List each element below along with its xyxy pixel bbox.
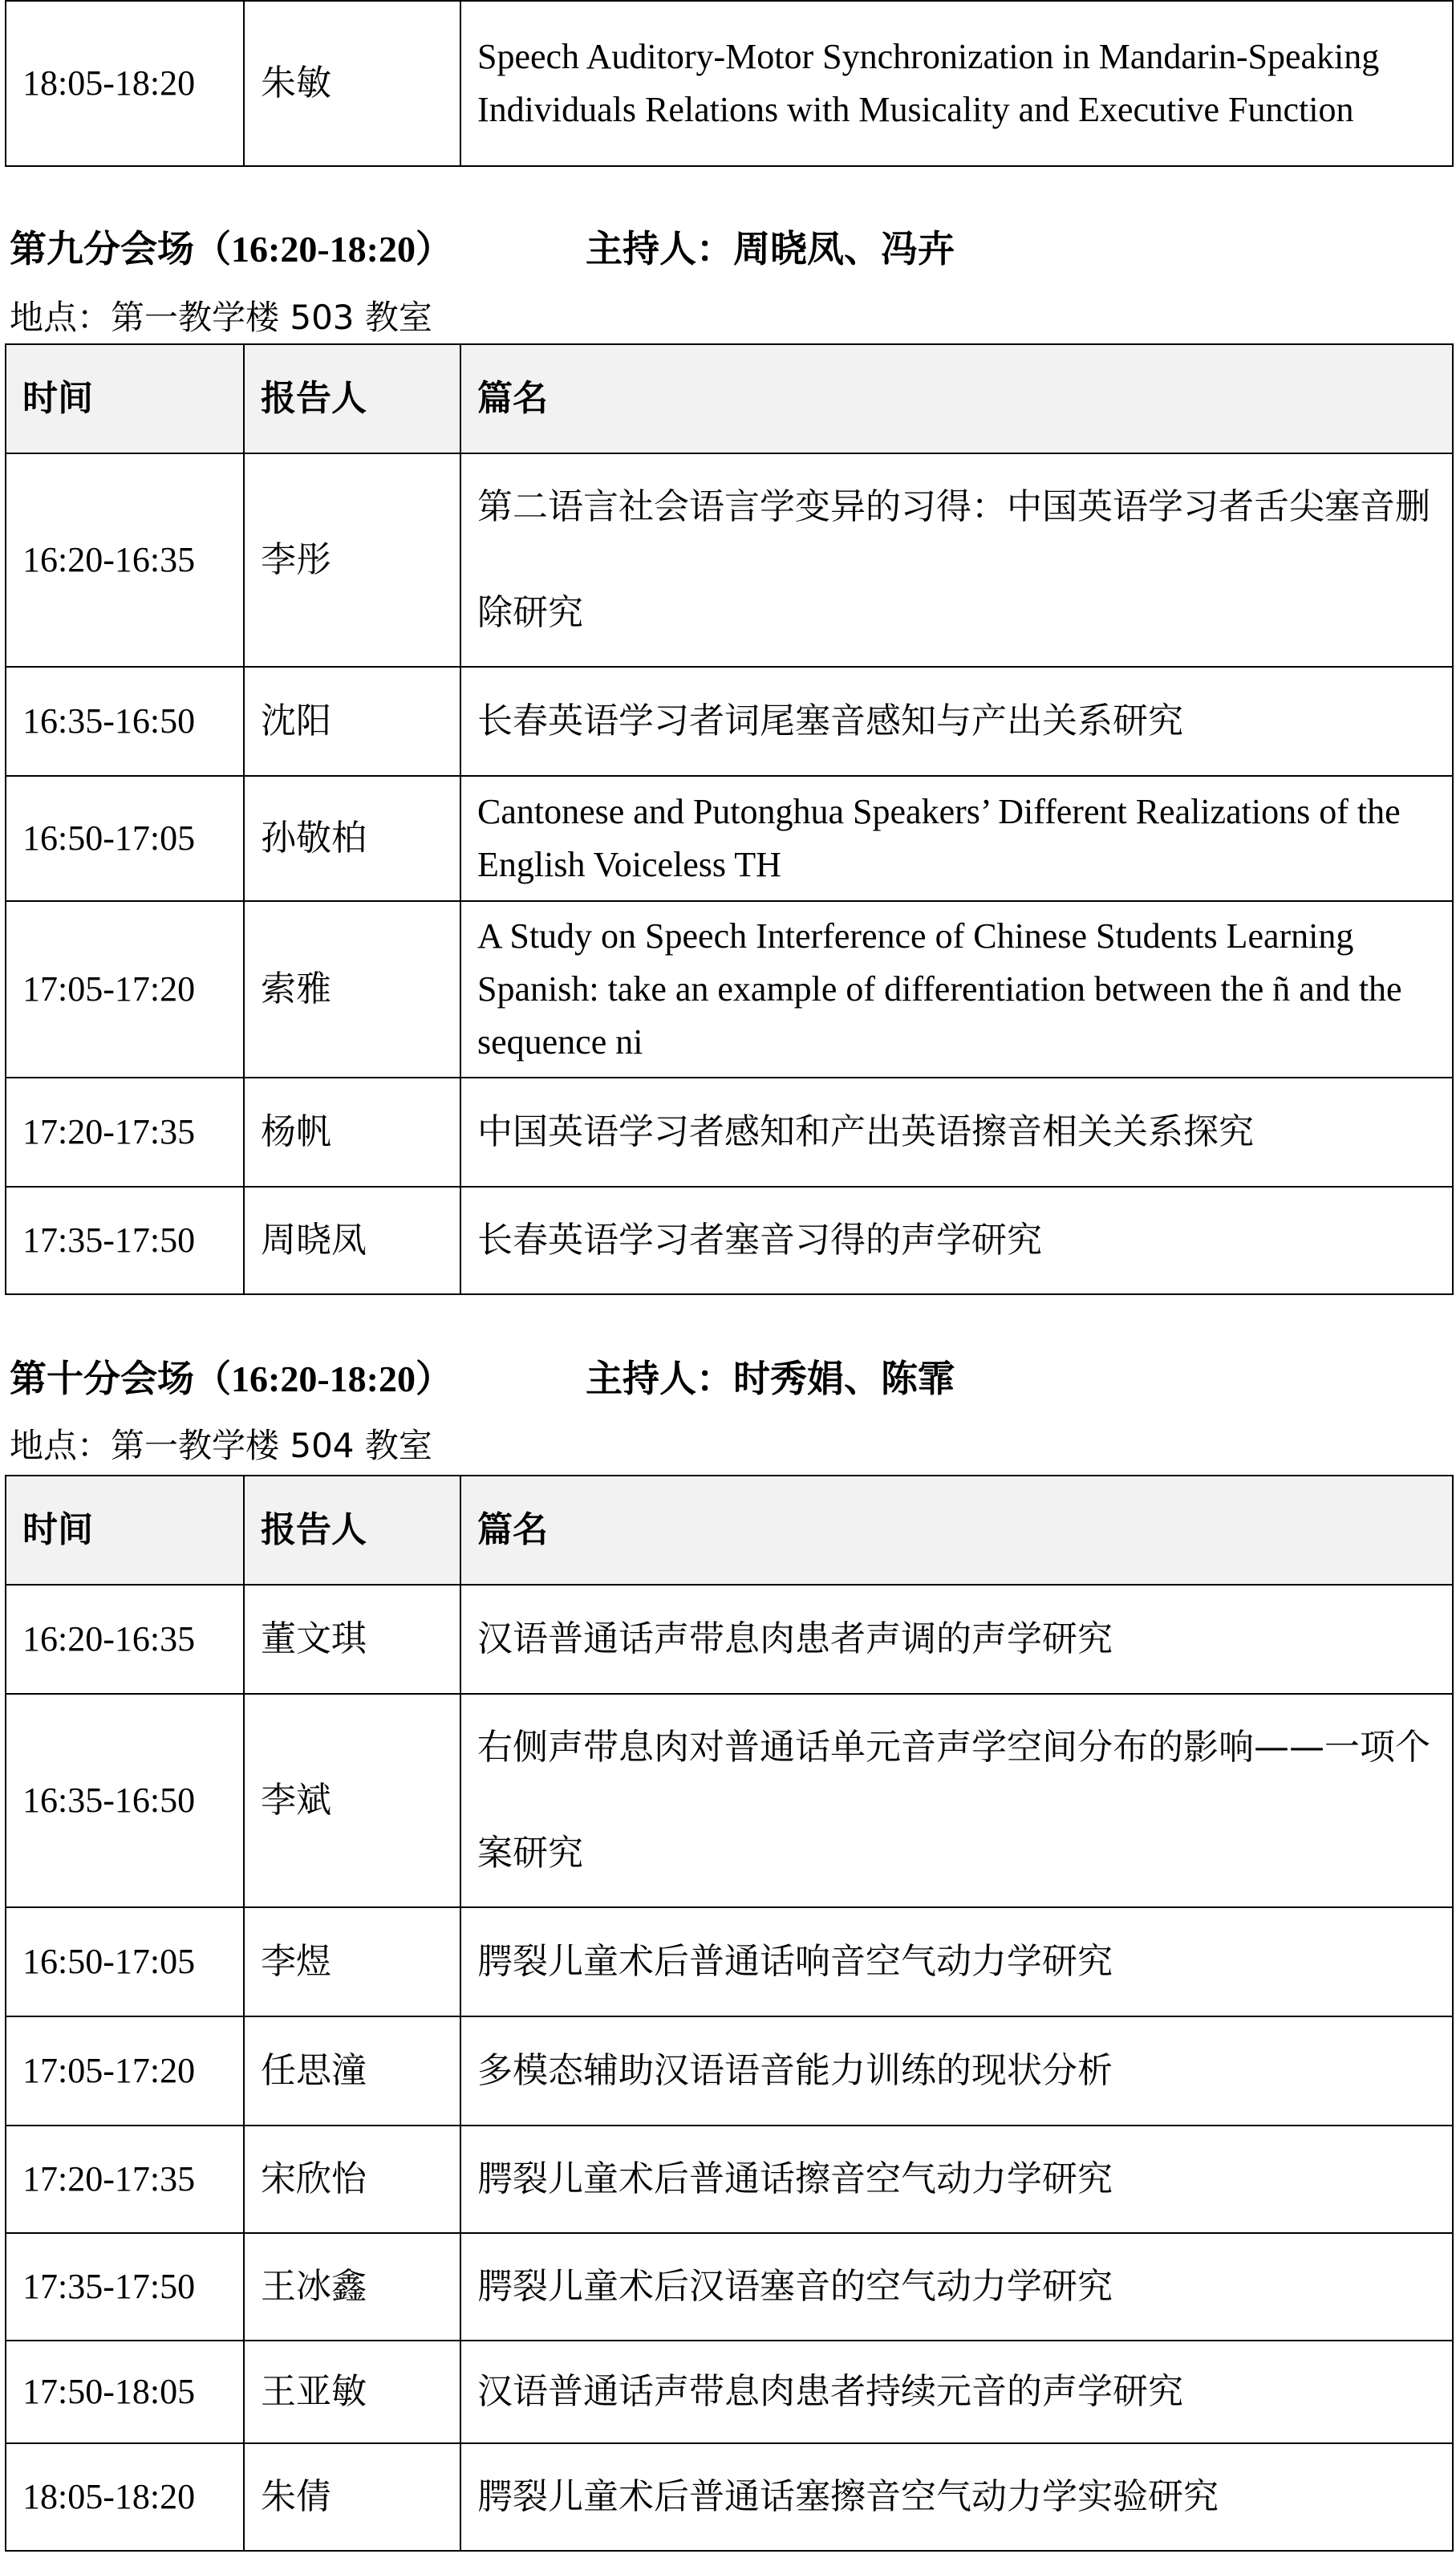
table-row: [6, 776, 1453, 901]
session-name: 第十分会场: [10, 1357, 194, 1400]
title-cell: 腭裂儿童术后普通话塞擦音空气动力学实验研究: [460, 2443, 1453, 2551]
speaker-cell: 周晓凤: [244, 1187, 460, 1294]
title-cell: Speech Auditory-Motor Synchronization in Mandarin-Speaking Individuals Relations with Musicality and Executive Function: [460, 1, 1453, 166]
time-cell: 16:50-17:05: [6, 776, 244, 901]
table-header-row: [6, 344, 1453, 453]
session-time-range: （16:20-18:20）: [194, 1358, 452, 1399]
title-cell: 腭裂儿童术后普通话响音空气动力学研究: [460, 1907, 1453, 2016]
table-row: [6, 901, 1453, 1078]
title-cell: 多模态辅助汉语语音能力训练的现状分析: [460, 2016, 1453, 2126]
speaker-cell: 李彤: [244, 453, 460, 667]
speaker-cell: 沈阳: [244, 667, 460, 776]
table-row: [6, 1907, 1453, 2016]
table-row: [6, 2126, 1453, 2233]
table-row: [6, 667, 1453, 776]
speaker-cell: 任思潼: [244, 2016, 460, 2126]
session-time-range: （16:20-18:20）: [194, 229, 452, 270]
header-title: 篇名: [460, 344, 1453, 453]
table-row: [6, 1, 1453, 166]
time-cell: 16:50-17:05: [6, 1907, 244, 2016]
time-cell: 16:35-16:50: [6, 667, 244, 776]
title-cell: 右侧声带息肉对普通话单元音声学空间分布的影响——一项个案研究: [460, 1694, 1453, 1907]
table-row: [6, 1078, 1453, 1187]
title-cell: A Study on Speech Interference of Chinese Students Learning Spanish: take an example of differentiation between the ñ and the sequence ni: [460, 901, 1453, 1078]
speaker-cell: 索雅: [244, 901, 460, 1078]
speaker-cell: 王亚敏: [244, 2341, 460, 2443]
time-cell: 17:05-17:20: [6, 901, 244, 1078]
table-row: [6, 2443, 1453, 2551]
title-cell: 第二语言社会语言学变异的习得：中国英语学习者舌尖塞音删除研究: [460, 453, 1453, 667]
session-10-venue: 地点：第一教学楼 504 教室: [10, 1426, 432, 1465]
table-row: [6, 1187, 1453, 1294]
header-time: 时间: [6, 1476, 244, 1585]
speaker-cell: 杨帆: [244, 1078, 460, 1187]
table-row: [6, 2233, 1453, 2341]
speaker-cell: 李斌: [244, 1694, 460, 1907]
previous-session-table: [5, 0, 1454, 167]
speaker-cell: 朱敏: [244, 1, 460, 166]
title-cell: 腭裂儿童术后普通话擦音空气动力学研究: [460, 2126, 1453, 2233]
session-10-heading: [10, 1354, 955, 1403]
session-host: 主持人：时秀娟、陈霏: [586, 1357, 955, 1400]
speaker-cell: 李煜: [244, 1907, 460, 2016]
session-name: 第九分会场: [10, 227, 194, 270]
speaker-cell: 宋欣怡: [244, 2126, 460, 2233]
header-title: 篇名: [460, 1476, 1453, 1585]
time-cell: 16:35-16:50: [6, 1694, 244, 1907]
time-cell: 17:20-17:35: [6, 1078, 244, 1187]
time-cell: 18:05-18:20: [6, 1, 244, 166]
time-cell: 17:05-17:20: [6, 2016, 244, 2126]
table-row: [6, 2016, 1453, 2126]
title-cell: Cantonese and Putonghua Speakers’ Different Realizations of the English Voiceless TH: [460, 776, 1453, 901]
title-cell: 汉语普通话声带息肉患者声调的声学研究: [460, 1585, 1453, 1694]
session-9-heading: [10, 225, 955, 274]
time-cell: 17:35-17:50: [6, 1187, 244, 1294]
title-cell: 长春英语学习者词尾塞音感知与产出关系研究: [460, 667, 1453, 776]
time-cell: 16:20-16:35: [6, 453, 244, 667]
speaker-cell: 朱倩: [244, 2443, 460, 2551]
speaker-cell: 孙敬柏: [244, 776, 460, 901]
time-cell: 17:20-17:35: [6, 2126, 244, 2233]
title-cell: 长春英语学习者塞音习得的声学研究: [460, 1187, 1453, 1294]
header-speaker: 报告人: [244, 344, 460, 453]
session-host: 主持人：周晓凤、冯卉: [586, 227, 955, 270]
title-cell: 腭裂儿童术后汉语塞音的空气动力学研究: [460, 2233, 1453, 2341]
title-cell: 汉语普通话声带息肉患者持续元音的声学研究: [460, 2341, 1453, 2443]
header-speaker: 报告人: [244, 1476, 460, 1585]
table-header-row: [6, 1476, 1453, 1585]
header-time: 时间: [6, 344, 244, 453]
time-cell: 18:05-18:20: [6, 2443, 244, 2551]
speaker-cell: 王冰鑫: [244, 2233, 460, 2341]
time-cell: 17:50-18:05: [6, 2341, 244, 2443]
table-row: [6, 1585, 1453, 1694]
time-cell: 17:35-17:50: [6, 2233, 244, 2341]
session-10-table: [5, 1475, 1454, 2552]
session-9-table: [5, 343, 1454, 1295]
session-9-venue: 地点：第一教学楼 503 教室: [10, 298, 432, 337]
table-row: [6, 1694, 1453, 1907]
table-row: [6, 453, 1453, 667]
title-cell: 中国英语学习者感知和产出英语擦音相关关系探究: [460, 1078, 1453, 1187]
time-cell: 16:20-16:35: [6, 1585, 244, 1694]
table-row: [6, 2341, 1453, 2443]
speaker-cell: 董文琪: [244, 1585, 460, 1694]
